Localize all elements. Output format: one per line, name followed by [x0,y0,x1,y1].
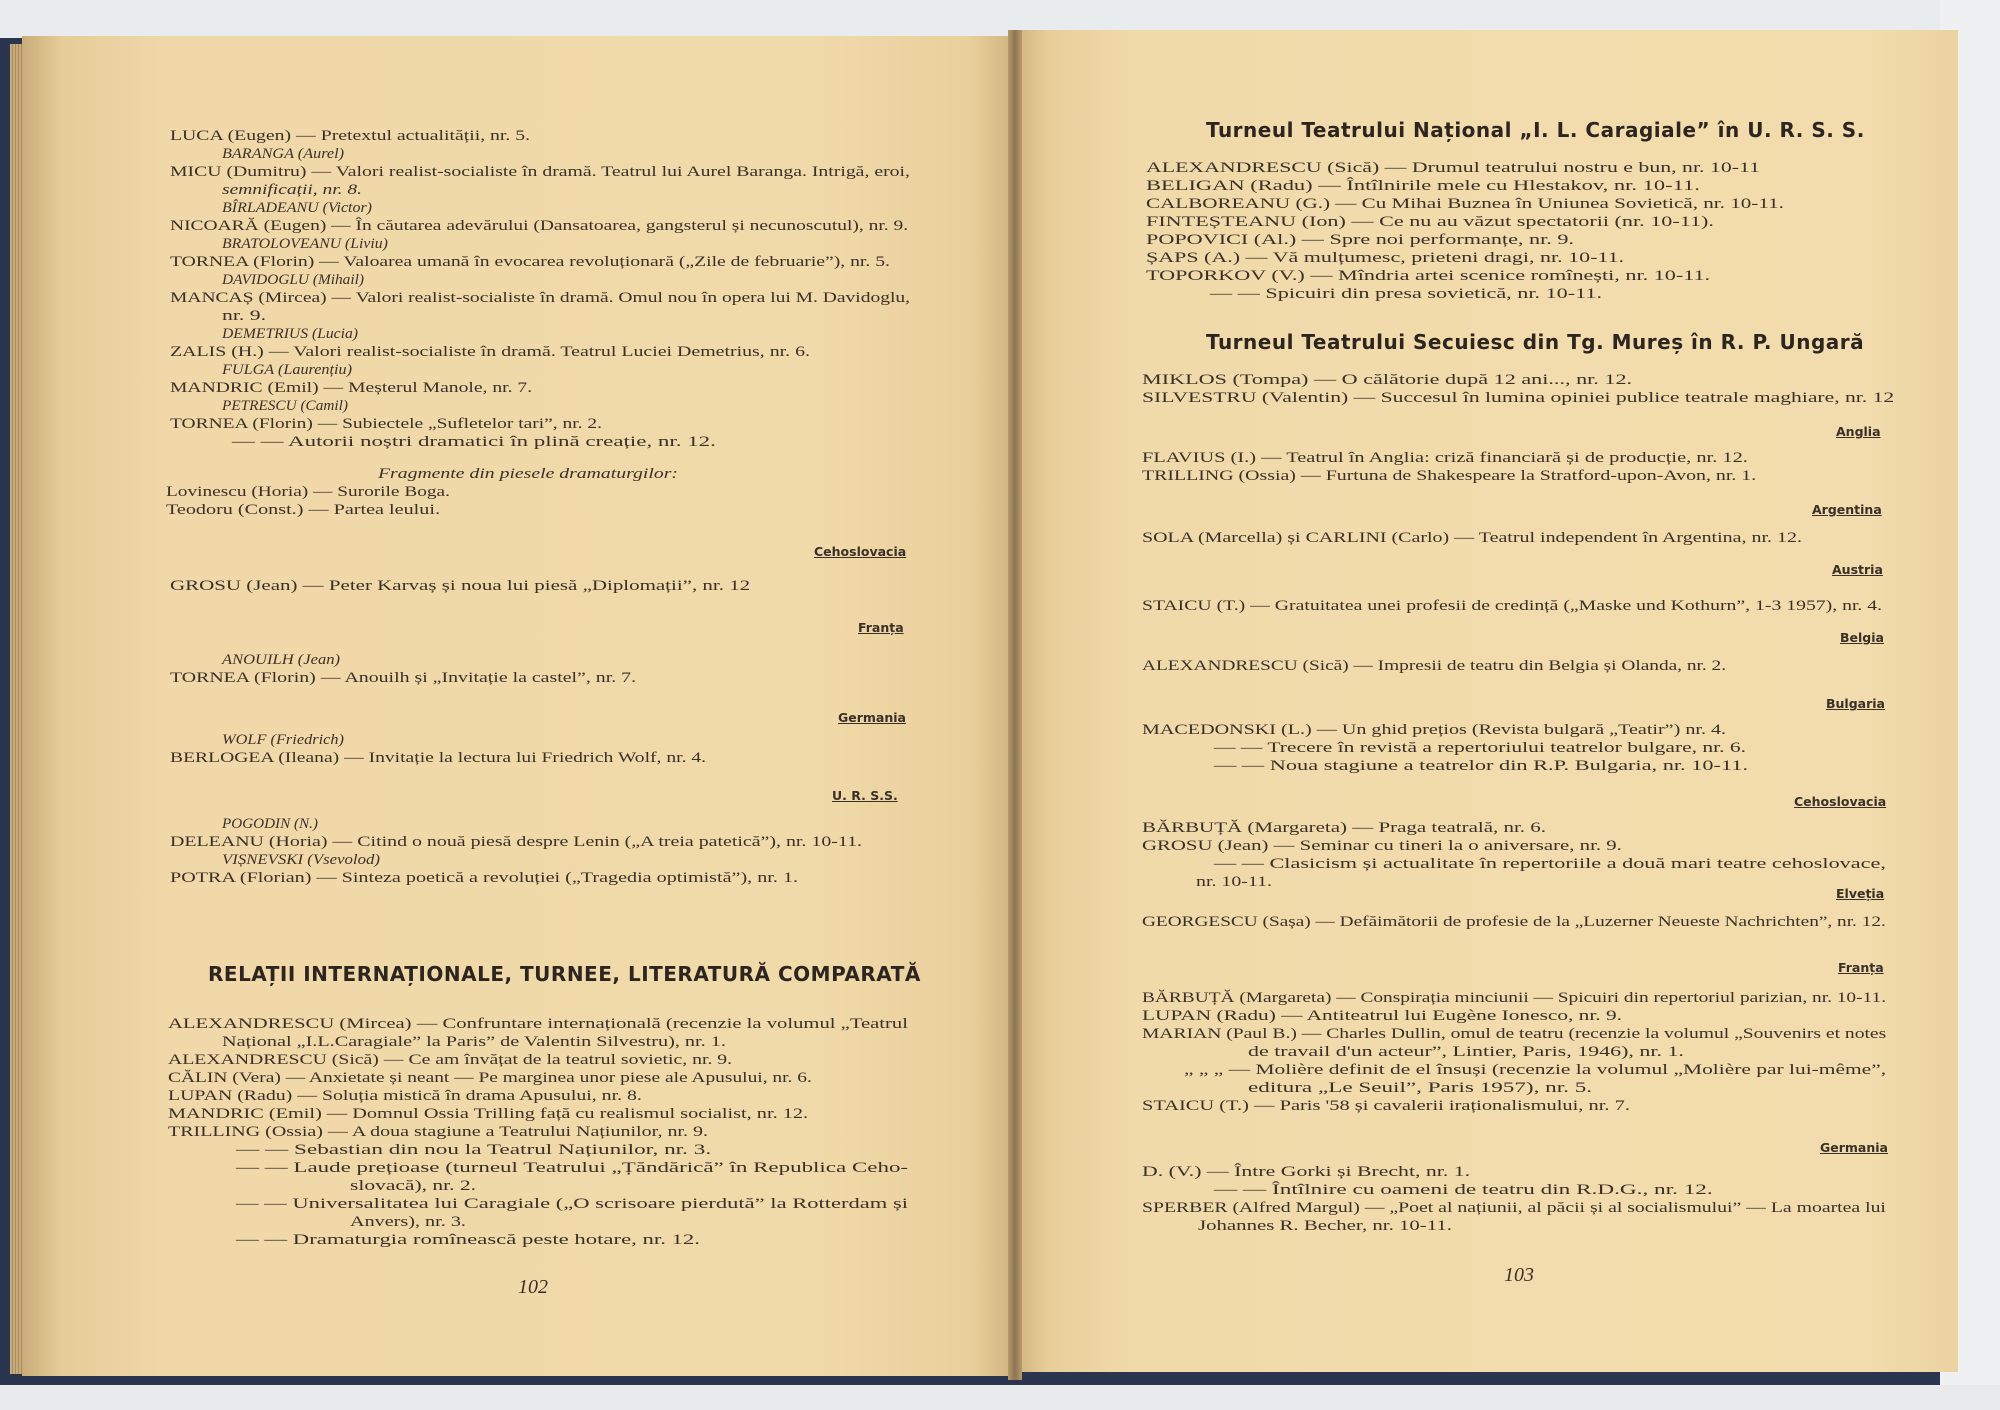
country-heading: Franța [1838,960,1884,975]
bibliography-entry: SOLA (Marcella) și CARLINI (Carlo) — Teatrul independent în Argentina, nr. 12. [1142,530,1802,546]
bibliography-entry: — — Laude prețioase (turneul Teatrului „Țăndărică” în Republica Ceho- [236,1160,909,1176]
bibliography-entry: slovacă), nr. 2. [350,1178,477,1194]
bibliography-entry: STAICU (T.) — Gratuitatea unei profesii de credință („Maske und Kothurn”, 1-3 1957), nr. 4. [1142,598,1883,614]
bibliography-entry: nr. 10-11. [1196,874,1273,890]
bibliography-entry: MANDRIC (Emil) — Domnul Ossia Trilling față cu realismul socialist, nr. 12. [168,1106,809,1122]
country-heading: Cehoslovacia [1794,794,1887,809]
bibliography-entry: STAICU (T.) — Paris '58 și cavalerii iraționalismului, nr. 7. [1142,1098,1630,1114]
bibliography-entry: PETRESCU (Camil) [222,398,348,414]
country-heading: Bulgaria [1826,696,1885,711]
bibliography-entry: POGODIN (N.) [222,816,318,832]
bibliography-entry: GROSU (Jean) — Seminar cu tineri la o aniversare, nr. 9. [1142,838,1622,854]
bibliography-entry: BĂRBUȚĂ (Margareta) — Conspirația minciunii — Spicuiri din repertoriul parizian, nr. 10-11. [1142,990,1887,1006]
bibliography-entry: Fragmente din piesele dramaturgilor: [378,466,678,482]
country-heading: Germania [1820,1140,1888,1155]
bibliography-entry: TRILLING (Ossia) — A doua stagiune a Teatrului Națiunilor, nr. 9. [168,1124,708,1140]
bibliography-entry: LUPAN (Radu) — Soluția mistică în drama Apusului, nr. 8. [168,1088,642,1104]
bibliography-entry: MANDRIC (Emil) — Meșterul Manole, nr. 7. [170,380,533,396]
bibliography-entry: WOLF (Friedrich) [222,732,344,748]
bibliography-entry: — — Întîlnire cu oameni de teatru din R.D.G., nr. 12. [1214,1182,1713,1198]
bibliography-entry: — — Noua stagiune a teatrelor din R.P. Bulgaria, nr. 10-11. [1214,758,1749,774]
bibliography-entry: nr. 9. [222,308,266,324]
bibliography-entry: Teodoru (Const.) — Partea leului. [166,502,440,518]
bibliography-entry: TORNEA (Florin) — Subiectele „Sufletelor tari”, nr. 2. [170,416,602,432]
book-spine [1008,30,1022,1380]
bibliography-entry: ZALIS (H.) — Valori realist-socialiste în dramă. Teatrul Luciei Demetrius, nr. 6. [170,344,811,360]
country-heading: Cehoslovacia [814,544,907,559]
bibliography-entry: GEORGESCU (Sașa) — Defăimătorii de profesie de la „Luzerner Neueste Nachrichten”, nr. 12. [1142,914,1886,930]
bibliography-entry: MACEDONSKI (L.) — Un ghid prețios (Revista bulgară „Teatir”) nr. 4. [1142,722,1727,738]
bibliography-entry: LUPAN (Radu) — Antiteatrul lui Eugène Ionesco, nr. 9. [1142,1008,1622,1024]
bibliography-entry: Lovinescu (Horia) — Surorile Boga. [166,484,450,500]
bibliography-entry: de travail d'un acteur”, Lintier, Paris, 1946), nr. 1. [1248,1044,1684,1060]
bibliography-entry: VIȘNEVSKI (Vsevolod) [222,852,380,868]
bibliography-entry: GROSU (Jean) — Peter Karvaș și noua lui piesă „Diplomații”, nr. 12 [170,578,751,594]
bibliography-entry: — — Clasicism și actualitate în repertoriile a două mari teatre cehoslovace, [1214,856,1886,872]
country-heading: Franța [858,620,904,635]
bibliography-entry: DAVIDOGLU (Mihail) [222,272,364,288]
country-heading: Belgia [1840,630,1884,645]
bibliography-entry: CĂLIN (Vera) — Anxietate și neant — Pe marginea unor piese ale Apusului, nr. 6. [168,1070,812,1086]
bibliography-entry: FULGA (Laurențiu) [222,362,353,378]
bibliography-entry: TOPORKOV (V.) — Mîndria artei scenice romînești, nr. 10-11. [1146,268,1711,284]
country-heading: Elveția [1836,886,1885,901]
bibliography-entry: MIKLOS (Tompa) — O călătorie după 12 ani..., nr. 12. [1142,372,1633,388]
bibliography-entry: TORNEA (Florin) — Valoarea umană în evocarea revoluționară („Zile de februarie”), nr. 5. [170,254,890,270]
section-heading: RELAȚII INTERNAȚIONALE, TURNEE, LITERATURĂ COMPARATĂ [208,962,921,986]
bibliography-entry: BRATOLOVEANU (Liviu) [222,236,388,252]
bibliography-entry: TRILLING (Ossia) — Furtuna de Shakespeare la Stratford-upon-Avon, nr. 1. [1142,468,1757,484]
bibliography-entry: BÎRLADEANU (Victor) [222,200,373,216]
right-page-number: 103 [1504,1264,1534,1286]
bibliography-entry: SILVESTRU (Valentin) — Succesul în lumina opiniei publice teatrale maghiare, nr. 12 [1142,390,1895,406]
bibliography-entry: — — Spicuiri din presa sovietică, nr. 10-11. [1210,286,1603,302]
bibliography-entry: BELIGAN (Radu) — Întîlnirile mele cu Hlestakov, nr. 10-11. [1146,178,1700,194]
bibliography-entry: — — Autorii noștri dramatici în plină creație, nr. 12. [232,434,716,450]
country-heading: Austria [1832,562,1883,577]
bibliography-entry: — — Trecere în revistă a repertoriului teatrelor bulgare, nr. 6. [1214,740,1747,756]
bibliography-entry: ALEXANDRESCU (Sică) — Drumul teatrului nostru e bun, nr. 10-11 [1146,160,1760,176]
bibliography-entry: DEMETRIUS (Lucia) [222,326,359,342]
country-heading: U. R. S.S. [832,788,898,803]
bibliography-entry: SPERBER (Alfred Margul) — „Poet al națiunii, al păcii și al socialismului” — La moartea lui [1142,1200,1886,1216]
bibliography-entry: POTRA (Florian) — Sinteza poetică a revoluției („Tragedia optimistă”), nr. 1. [170,870,799,886]
bibliography-entry: NICOARĂ (Eugen) — În căutarea adevărului (Dansatoarea, gangsterul și necunoscutul), nr. 9. [170,218,909,234]
bibliography-entry: „ „ „ — Molière definit de el însuși (recenzie la volumul „Molière par lui-même”, [1184,1062,1887,1078]
bibliography-entry: semnificații, nr. 8. [222,182,363,198]
bibliography-entry: BARANGA (Aurel) [222,146,345,162]
bibliography-entry: FINTEȘTEANU (Ion) — Ce nu au văzut spectatorii (nr. 10-11). [1146,214,1714,230]
bibliography-entry: — — Sebastian din nou la Teatrul Națiunilor, nr. 3. [236,1142,712,1158]
bibliography-entry: POPOVICI (Al.) — Spre noi performanțe, nr. 9. [1146,232,1574,248]
country-heading: Germania [838,710,906,725]
country-heading: Argentina [1812,502,1882,517]
bibliography-entry: ALEXANDRESCU (Sică) — Ce am învățat de la teatrul sovietic, nr. 9. [168,1052,733,1068]
bibliography-entry: CALBOREANU (G.) — Cu Mihai Buznea în Uniunea Sovietică, nr. 10-11. [1146,196,1784,212]
bibliography-entry: — — Universalitatea lui Caragiale („O scrisoare pierdută” la Rotterdam și [236,1196,909,1212]
bibliography-entry: — — Dramaturgia romînească peste hotare, nr. 12. [236,1232,700,1248]
section-heading: Turneul Teatrului Național „I. L. Caragiale” în U. R. S. S. [1206,118,1865,142]
bibliography-entry: TORNEA (Florin) — Anouilh și „Invitație la castel”, nr. 7. [170,670,637,686]
left-page-number: 102 [518,1276,548,1298]
bibliography-entry: ALEXANDRESCU (Sică) — Impresii de teatru din Belgia și Olanda, nr. 2. [1142,658,1727,674]
bibliography-entry: MANCAȘ (Mircea) — Valori realist-socialiste în dramă. Omul nou în opera lui M. Davidoglu, [170,290,911,306]
bibliography-entry: MARIAN (Paul B.) — Charles Dullin, omul de teatru (recenzie la volumul „Souvenirs et notes [1142,1026,1887,1042]
bibliography-entry: Anvers), nr. 3. [350,1214,466,1230]
bibliography-entry: ALEXANDRESCU (Mircea) — Confruntare internațională (recenzie la volumul „Teatrul [168,1016,908,1032]
bibliography-entry: LUCA (Eugen) — Pretextul actualității, nr. 5. [170,128,531,144]
bibliography-entry: FLAVIUS (I.) — Teatrul în Anglia: criză financiară și de producție, nr. 12. [1142,450,1748,466]
bibliography-entry: BERLOGEA (Ileana) — Invitație la lectura lui Friedrich Wolf, nr. 4. [170,750,707,766]
bibliography-entry: MICU (Dumitru) — Valori realist-socialiste în dramă. Teatrul lui Aurel Baranga. Intrigă, eroi, [170,164,910,180]
bibliography-entry: ȘAPS (A.) — Vă mulțumesc, prieteni dragi, nr. 10-11. [1146,250,1625,266]
book-cover-bottom [0,1385,2000,1410]
bibliography-entry: Național „I.L.Caragiale” la Paris” de Valentin Silvestru), nr. 1. [222,1034,726,1050]
section-heading: Turneul Teatrului Secuiesc din Tg. Mureș în R. P. Ungară [1206,330,1865,354]
bibliography-entry: BĂRBUȚĂ (Margareta) — Praga teatrală, nr. 6. [1142,820,1546,836]
bibliography-entry: ANOUILH (Jean) [222,652,340,668]
bibliography-entry: Johannes R. Becher, nr. 10-11. [1198,1218,1452,1234]
country-heading: Anglia [1836,424,1881,439]
bibliography-entry: editura „Le Seuil”, Paris 1957), nr. 5. [1248,1080,1593,1096]
bibliography-entry: D. (V.) — Între Gorki și Brecht, nr. 1. [1142,1164,1471,1180]
bibliography-entry: DELEANU (Horia) — Citind o nouă piesă despre Lenin („A treia patetică”), nr. 10-11. [170,834,863,850]
